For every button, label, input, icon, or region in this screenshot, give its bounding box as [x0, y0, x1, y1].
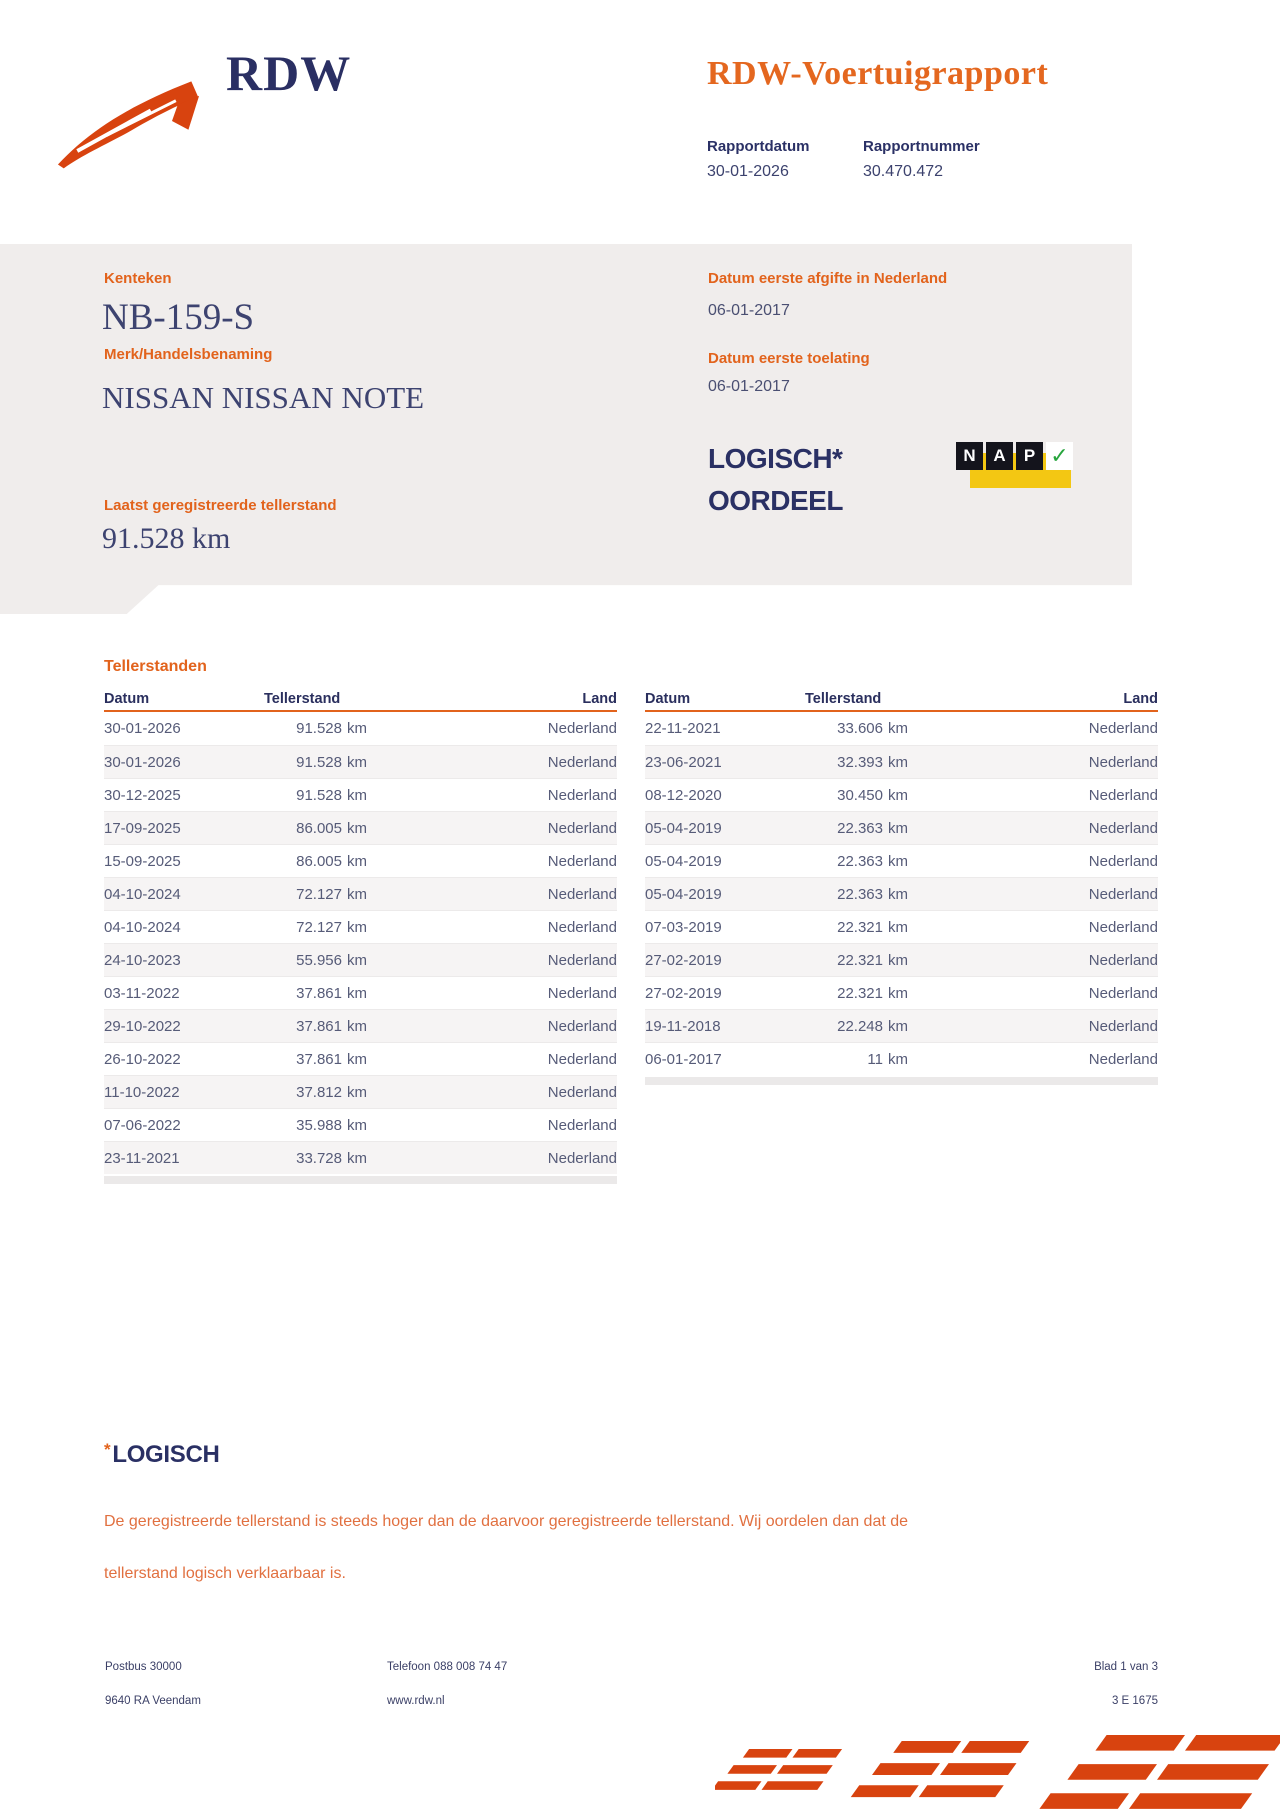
row-country: Nederland [547, 786, 617, 804]
row-odometer-value: 22.248 [837, 1017, 883, 1035]
row-unit: km [347, 951, 367, 969]
row-odometer-value: 22.363 [837, 852, 883, 870]
table-header [104, 688, 617, 712]
oordeel-line1: LOGISCH* [708, 443, 843, 474]
row-odometer-value: 22.321 [837, 951, 883, 969]
footer-phone: Telefoon 088 008 74 47 [387, 1661, 508, 1673]
odometer-table-left [104, 688, 617, 1184]
report-number-label: Rapportnummer [863, 138, 980, 155]
row-country: Nederland [547, 819, 617, 837]
table-row [104, 877, 617, 910]
row-odometer-value: 22.363 [837, 885, 883, 903]
afgifte-value: 06-01-2017 [708, 302, 790, 319]
rdw-logo-text: RDW [226, 45, 352, 101]
odometer-table-right [645, 688, 1158, 1085]
toelating-label: Datum eerste toelating [708, 350, 870, 367]
footer-city: 9640 RA Veendam [105, 1695, 201, 1707]
row-odometer-value: 72.127 [296, 918, 342, 936]
row-date: 17-09-2025 [104, 819, 181, 837]
table-row [645, 910, 1158, 943]
col-datum: Datum [104, 691, 150, 707]
row-date: 07-03-2019 [645, 918, 722, 936]
row-country: Nederland [547, 984, 617, 1002]
row-country: Nederland [1088, 918, 1158, 936]
row-unit: km [888, 984, 908, 1002]
table-row [645, 976, 1158, 1009]
table-row [645, 877, 1158, 910]
row-date: 23-06-2021 [645, 753, 722, 771]
row-unit: km [888, 720, 908, 737]
report-date-value: 30-01-2026 [707, 163, 789, 180]
row-date: 19-11-2018 [645, 1017, 721, 1035]
row-odometer-value: 91.528 [296, 786, 342, 804]
table-row [104, 1075, 617, 1108]
row-unit: km [347, 753, 367, 771]
row-odometer-value: 37.812 [296, 1083, 342, 1101]
table-row [104, 712, 617, 745]
table-row [104, 844, 617, 877]
row-unit: km [347, 1017, 367, 1035]
row-country: Nederland [1088, 819, 1158, 837]
row-odometer-value: 22.363 [837, 819, 883, 837]
table-row [104, 1141, 617, 1174]
row-date: 22-11-2021 [645, 720, 721, 737]
row-country: Nederland [1088, 984, 1158, 1002]
row-odometer-value: 86.005 [296, 819, 342, 837]
logisch-explanation [104, 1496, 1124, 1600]
row-date: 08-12-2020 [645, 786, 722, 804]
tellerstanden-heading: Tellerstanden [104, 658, 207, 675]
row-date: 05-04-2019 [645, 852, 722, 870]
row-unit: km [888, 951, 908, 969]
footer-postbus: Postbus 30000 [105, 1661, 182, 1673]
tellerstand-value: 91.528 km [102, 522, 231, 555]
nap-logo [956, 442, 1076, 492]
footer-page-info [1094, 1650, 1158, 1718]
row-unit: km [888, 1050, 908, 1068]
row-date: 23-11-2021 [104, 1149, 180, 1167]
row-date: 29-10-2022 [104, 1017, 181, 1035]
row-country: Nederland [1088, 1050, 1158, 1068]
row-odometer-value: 37.861 [296, 1017, 342, 1035]
row-unit: km [888, 819, 908, 837]
report-meta [707, 138, 980, 181]
afgifte-label: Datum eerste afgifte in Nederland [708, 270, 948, 287]
logisch-line2: tellerstand logisch verklaarbaar is. [104, 1565, 346, 1582]
table-row [645, 712, 1158, 745]
row-date: 06-01-2017 [645, 1050, 722, 1068]
row-date: 27-02-2019 [645, 951, 722, 969]
row-odometer-value: 22.321 [837, 984, 883, 1002]
row-country: Nederland [1088, 951, 1158, 969]
row-country: Nederland [547, 885, 617, 903]
table-row [104, 1042, 617, 1075]
row-unit: km [888, 786, 908, 804]
toelating-value: 06-01-2017 [708, 378, 790, 395]
col-land: Land [582, 691, 617, 707]
row-date: 07-06-2022 [104, 1116, 181, 1134]
kenteken-value: NB-159-S [102, 297, 255, 338]
col-land: Land [1123, 691, 1158, 707]
row-odometer-value: 35.988 [296, 1116, 342, 1134]
row-odometer-value: 11 [867, 1050, 883, 1068]
row-unit: km [888, 918, 908, 936]
row-odometer-value: 37.861 [296, 984, 342, 1002]
row-odometer-value: 91.528 [296, 720, 342, 737]
row-country: Nederland [1088, 786, 1158, 804]
row-odometer-value: 86.005 [296, 852, 342, 870]
row-odometer-value: 55.956 [296, 951, 342, 969]
row-odometer-value: 33.606 [837, 720, 883, 737]
row-country: Nederland [547, 918, 617, 936]
row-country: Nederland [1088, 885, 1158, 903]
row-odometer-value: 32.393 [837, 753, 883, 771]
row-date: 24-10-2023 [104, 951, 181, 969]
oordeel-line2: OORDEEL [708, 485, 843, 516]
row-country: Nederland [1088, 720, 1158, 737]
row-odometer-value: 72.127 [296, 885, 342, 903]
row-country: Nederland [1088, 852, 1158, 870]
row-date: 15-09-2025 [104, 852, 181, 870]
table-row [645, 1042, 1158, 1075]
row-date: 05-04-2019 [645, 885, 722, 903]
row-date: 30-01-2026 [104, 753, 181, 771]
row-odometer-value: 33.728 [296, 1149, 342, 1167]
row-country: Nederland [547, 720, 617, 737]
oordeel-verdict [708, 438, 843, 522]
row-date: 30-01-2026 [104, 720, 181, 737]
row-odometer-value: 22.321 [837, 918, 883, 936]
row-country: Nederland [1088, 1017, 1158, 1035]
page-title: RDW-Voertuigrapport [707, 55, 1049, 92]
nap-letter-n: N [956, 442, 983, 470]
col-datum: Datum [645, 691, 691, 707]
row-odometer-value: 37.861 [296, 1050, 342, 1068]
row-country: Nederland [547, 753, 617, 771]
row-date: 04-10-2024 [104, 885, 181, 903]
row-unit: km [347, 885, 367, 903]
table-row [104, 943, 617, 976]
logisch-line1: De geregistreerde tellerstand is steeds hoger dan de daarvoor geregistreerde tellerstand. Wij oordelen dan dat de [104, 1513, 909, 1530]
row-odometer-value: 30.450 [837, 786, 883, 804]
row-date: 04-10-2024 [104, 918, 181, 936]
table-row [104, 745, 617, 778]
footer-address [105, 1650, 201, 1718]
row-unit: km [347, 819, 367, 837]
nap-letter-p: P [1016, 442, 1043, 470]
rdw-wing-logo-icon [56, 74, 201, 170]
row-date: 11-10-2022 [104, 1083, 180, 1101]
row-date: 27-02-2019 [645, 984, 722, 1002]
row-date: 30-12-2025 [104, 786, 181, 804]
row-unit: km [347, 786, 367, 804]
col-tellerstand: Tellerstand [805, 691, 882, 707]
row-country: Nederland [547, 852, 617, 870]
footer-graphic-stripes-icon [715, 1735, 1280, 1810]
row-date: 26-10-2022 [104, 1050, 181, 1068]
row-country: Nederland [547, 1083, 617, 1101]
merk-value: NISSAN NISSAN NOTE [102, 380, 425, 415]
row-unit: km [347, 852, 367, 870]
footer-website: www.rdw.nl [387, 1695, 445, 1707]
table-header [645, 688, 1158, 712]
table-row [645, 943, 1158, 976]
footer-page-number: Blad 1 van 3 [1094, 1661, 1158, 1673]
logisch-heading-text: LOGISCH [112, 1441, 220, 1468]
row-country: Nederland [547, 1017, 617, 1035]
table-end-strip [104, 1176, 617, 1184]
row-unit: km [888, 852, 908, 870]
merk-label: Merk/Handelsbenaming [104, 346, 273, 363]
row-country: Nederland [547, 951, 617, 969]
table-row [104, 910, 617, 943]
kenteken-label: Kenteken [104, 270, 172, 287]
table-row [645, 811, 1158, 844]
row-unit: km [347, 1116, 367, 1134]
row-unit: km [347, 918, 367, 936]
row-unit: km [347, 1083, 367, 1101]
row-country: Nederland [547, 1050, 617, 1068]
row-unit: km [347, 984, 367, 1002]
table-row [645, 745, 1158, 778]
row-unit: km [888, 753, 908, 771]
row-odometer-value: 91.528 [296, 753, 342, 771]
nap-checkmark-icon: ✓ [1046, 442, 1073, 470]
row-country: Nederland [547, 1149, 617, 1167]
logisch-star: * [104, 1440, 111, 1459]
table-row [645, 844, 1158, 877]
table-row [104, 976, 617, 1009]
tellerstand-label: Laatst geregistreerde tellerstand [104, 497, 337, 514]
table-row [104, 1009, 617, 1042]
logisch-heading [104, 1440, 220, 1469]
table-row [104, 811, 617, 844]
table-row [645, 778, 1158, 811]
report-date-label: Rapportdatum [707, 138, 810, 155]
table-end-strip [645, 1077, 1158, 1085]
table-row [104, 778, 617, 811]
table-row [645, 1009, 1158, 1042]
row-unit: km [888, 885, 908, 903]
report-number-value: 30.470.472 [863, 163, 944, 180]
row-date: 03-11-2022 [104, 984, 180, 1002]
col-tellerstand: Tellerstand [264, 691, 341, 707]
row-country: Nederland [547, 1116, 617, 1134]
footer-contact [387, 1650, 507, 1718]
row-unit: km [888, 1017, 908, 1035]
table-row [104, 1108, 617, 1141]
row-country: Nederland [1088, 753, 1158, 771]
row-unit: km [347, 720, 367, 737]
nap-letter-a: A [986, 442, 1013, 470]
row-unit: km [347, 1149, 367, 1167]
footer-form-code: 3 E 1675 [1111, 1695, 1158, 1707]
row-unit: km [347, 1050, 367, 1068]
row-date: 05-04-2019 [645, 819, 722, 837]
